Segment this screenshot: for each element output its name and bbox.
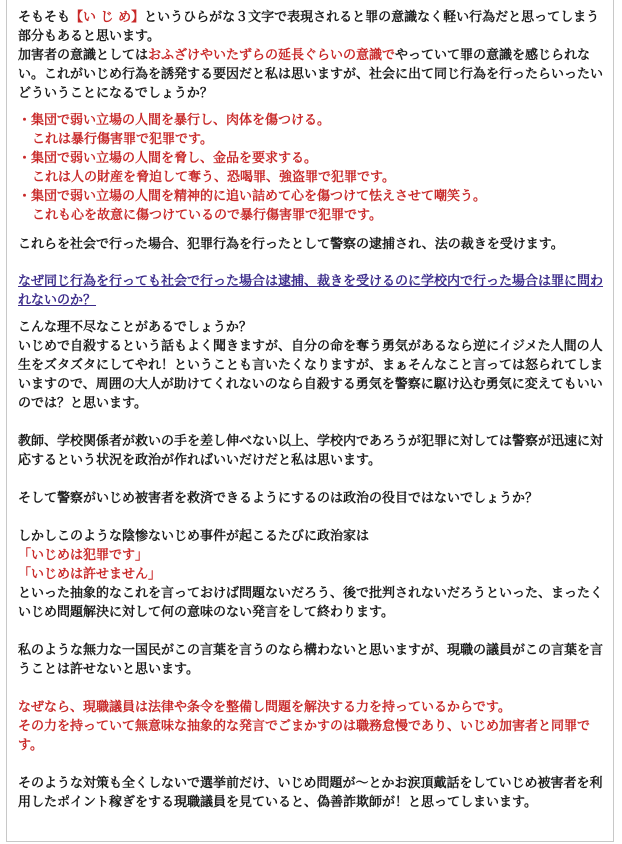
quote-unforgivable: 「いじめは許せません」 [18, 567, 162, 582]
list-item: ・集団で弱い立場の人間を脅し、金品を要求する。 これは人の財産を脅迫して奪う、恐喝罪、強盗罪で犯罪です。 [18, 151, 395, 185]
paragraph-police: そして警察がいじめ被害者を救済できるようにするのは政治の役目ではないでしょうか？ [18, 491, 539, 506]
list-item: ・集団で弱い立場の人間を精神的に追い詰めて心を傷つけて怯えさせて嘲笑う。 これも心を故意に傷つけているので暴行傷害罪で犯罪です。 [18, 189, 487, 223]
paragraph-power: なぜなら、現職議員は法律や条令を整備し問題を解決する力を持っているからです。 [18, 700, 511, 715]
paragraph-hypocrite: そのような対策も全くしないで選挙前だけ、いじめ問題が～とかお涙頂戴話をしていじめ被害者を利用したポイント稼ぎをする現職議員を見ていると、偽善詐欺師が！と思ってしまいます。 [18, 776, 603, 810]
crime-list [18, 111, 608, 225]
paragraph-teachers: 教師、学校関係者が救いの手を差し伸べない以上、学校内であろうが犯罪に対しては警察が迅速に対応するという状況を政治が作ればいいだけだと私は思います。 [18, 434, 604, 468]
list-item: ・集団で弱い立場の人間を暴行し、肉体を傷つける。 これは暴行傷害罪で犯罪です。 [18, 113, 331, 147]
paragraph-intro: そもそも【い じ め】というひらがな３文字で表現されると罪の意識なく軽い行為だと思ってしまう部分もあると思います。 [18, 10, 600, 44]
paragraph-citizen: 私のような無力な一国民がこの言葉を言うのなら構わないと思いますが、現職の議員がこの言葉を言うことは許せないと思います。 [18, 643, 604, 677]
paragraph-society: これらを社会で行った場合、犯罪行為を行ったとして警察の逮捕され、法の裁きを受けます。 [18, 237, 564, 252]
paragraph-abstract: といった抽象的なこれを言っておけば問題ないだろう、後で批判されないだろうといった、まったくいじめ問題解決に対して何の意味のない発言をして終わります。 [18, 586, 604, 620]
paragraph-suicide: いじめで自殺するという話もよく聞きますが、自分の命を奪う勇気があるなら逆にイジメた人間の人生をズタズタにしてやれ！ということも言いたくなりますが、まぁそんなこと言っては怒られてしまいますので、周囲の大人が助けてくれないのなら自殺する勇気を警察に駆け込む勇気に変えてもいいのでは？と思います。 [18, 339, 604, 411]
section-heading: なぜ同じ行為を行っても社会で行った場合は逮捕、裁きを受けるのに学校内で行った場合は罪に問われないのか？ [18, 274, 604, 308]
prank-emphasis: おふざけやいたずらの延長ぐらいの意識で [148, 48, 396, 63]
paragraph-perpetrator: 加害者の意識としてはおふざけやいたずらの延長ぐらいの意識でやっていて罪の意識を感じられない。これがいじめ行為を誘発する要因だと私は思いますが、社会に出て同じ行為を行ったらいったいどういうことになるでしょうか？ [18, 48, 604, 101]
paragraph-politicians: しかしこのような陰惨ないじめ事件が起こるたびに政治家は [18, 529, 370, 544]
ijime-emphasis: 【い じ め】 [70, 10, 145, 25]
article-body [18, 8, 608, 812]
quote-crime: 「いじめは犯罪です」 [18, 548, 149, 563]
paragraph-negligence: その力を持っていて無意味な抽象的な発言でごまかすのは職務怠慢であり、いじめ加害者と同罪です。 [18, 719, 591, 753]
paragraph-unreasonable: こんな理不尽なことがあるでしょうか？ [18, 320, 252, 335]
